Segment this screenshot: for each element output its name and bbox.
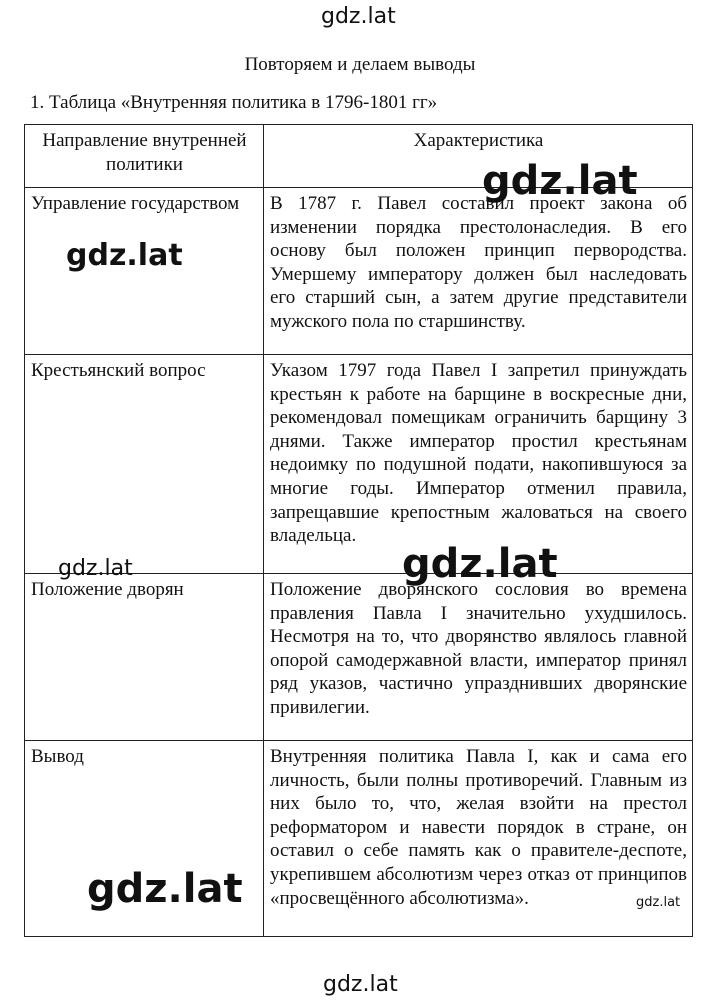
description-cell: Положение дворянского сословия во времена правления Павла I значительно ухудшилось. Несмотря на то, что дворянство являлось главной опорой самодержавной власти, император принял ряд указов, частично упразднивших дворянские привилегии. [264, 574, 693, 741]
table-row [25, 355, 693, 574]
watermark-top: gdz.lat [321, 4, 396, 29]
watermark-large: gdz.lat [87, 866, 243, 912]
column-header-characteristic: Характеристика [264, 125, 693, 188]
watermark-medium: gdz.lat [66, 238, 183, 273]
watermark-small: gdz.lat [58, 556, 133, 581]
description-cell: Указом 1797 года Павел I запретил принуждать крестьян к работе на барщине в воскресные дни, рекомендовал помещикам ограничить барщину 3 днями. Также император простил крестьянам недоимку по подушной подати, накопившуюся за многие годы. Император отменил правила, запрещавшие крепостным жаловаться на своего владельца. [264, 355, 693, 574]
table-caption: 1. Таблица «Внутренняя политика в 1796-1801 гг» [30, 92, 438, 113]
direction-cell: Управление государством [25, 188, 264, 355]
watermark-large: gdz.lat [482, 158, 638, 204]
column-header-direction: Направление внутренней политики [25, 125, 264, 188]
section-heading: Повторяем и делаем выводы [244, 54, 476, 75]
watermark-large: gdz.lat [402, 541, 558, 587]
watermark-tiny: gdz.lat [636, 895, 681, 910]
direction-cell: Вывод [25, 741, 264, 937]
description-cell: Внутренняя политика Павла I, как и сама его личность, были полны противоречий. Главным из них было то, что, желая взойти на престол реформатором и навести порядок в стране, он оставил о себе память как о правителе-деспоте, укрепившем абсолютизм через отказ от принципов «просвещённого абсолютизма». [264, 741, 693, 937]
direction-cell: Положение дворян [25, 574, 264, 741]
description-cell: В 1787 г. Павел составил проект закона об изменении порядка престолонаследия. В его основу был положен принцип первородства. Умершему императору должен был наследовать его старший сын, а затем другие представители мужского пола по старшинству. [264, 188, 693, 355]
direction-cell: Крестьянский вопрос [25, 355, 264, 574]
table-row [25, 574, 693, 741]
watermark-bottom: gdz.lat [323, 972, 398, 997]
